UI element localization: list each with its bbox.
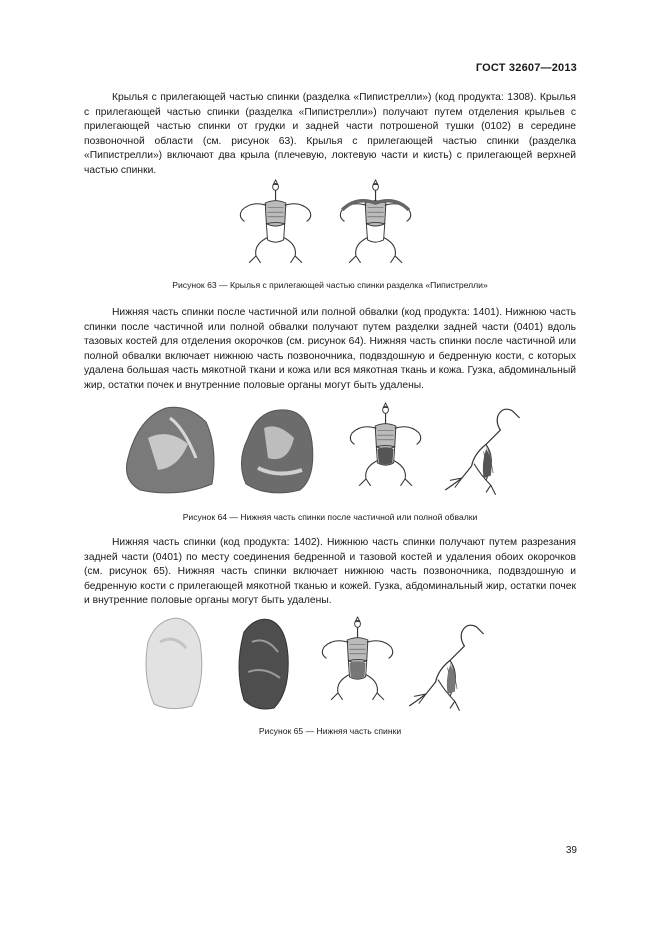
figure-65-image (140, 612, 510, 717)
lower-back-skeleton-side (445, 409, 519, 495)
lower-back-skeleton-front (350, 403, 420, 486)
meat-piece-photo-1 (127, 407, 215, 493)
paragraph-1308: Крылья с прилегающей частью спинки (разделка «Пипистрелли») (код продукта: 1308). Крылья с прилегающей частью спинки (разделка «Пипистрелли») получают путем отделения крыльев с прилегающей частью спинки от грудки и задней части потрошеной тушки (0102) в середине позвоночной области (см. рисунок 63). Крылья с прилегающей частью спинки (разделка «Пипистрелли») включают два крыла (плечевую, локтевую части и кисть) с прилегающей верхней частью спинки. (84, 92, 576, 176)
lower-back-photo-meat (239, 619, 288, 709)
wing-back-cut-skeleton-right (340, 180, 410, 263)
lower-back-skeleton-front-2 (322, 617, 392, 700)
meat-piece-photo-2 (241, 410, 312, 493)
lower-back-photo-skin (146, 618, 202, 709)
page-number: 39 (565, 845, 577, 856)
paragraph-1402: Нижняя часть спинки (код продукта: 1402). Нижнюю часть спинки получают путем разрезания задней части (0401) по месту соединения бедренной и тазовой костей и удаления обоих окорочков (см. рисунок 65). Нижняя часть спинки включает нижнюю часть позвоночника, подвздошную и бедренную кости с прилегающей мякотной тканью и кожей. Гузка, абдоминальный жир, остатки почек и внутренние половые органы могут быть удалены. (84, 537, 576, 607)
figure-63-image (228, 175, 428, 270)
lower-back-skeleton-side-2 (409, 625, 483, 711)
figure-64-image (118, 398, 530, 503)
document-header: ГОСТ 32607—2013 (475, 62, 577, 74)
figure-63-caption: Рисунок 63 — Крылья с прилегающей частью спинки разделка «Пипистрелли» (172, 280, 488, 290)
figure-65-caption: Рисунок 65 — Нижняя часть спинки (258, 726, 402, 736)
figure-64-caption: Рисунок 64 — Нижняя часть спинки после частичной или полной обвалки (182, 512, 478, 522)
paragraph-1401: Нижняя часть спинки после частичной или полной обвалки (код продукта: 1401). Нижнюю часть спинки после частичной или полной обвалки получают путем разделки задней части (0401) вдоль тазовых костей для отделения окорочков (см. рисунок 64). Нижняя часть спинки после частичной или полной обвалки включает нижнюю часть позвоночника, подвздошную и бедренную кости, с которых удалена большая часть мякотной ткани и кожа или вся мякотная ткань и кожа. Гузка, абдоминальный жир, остатки почек и внутренние половые органы могут быть удалены. (84, 307, 576, 391)
wing-back-cut-skeleton-left (240, 180, 310, 263)
